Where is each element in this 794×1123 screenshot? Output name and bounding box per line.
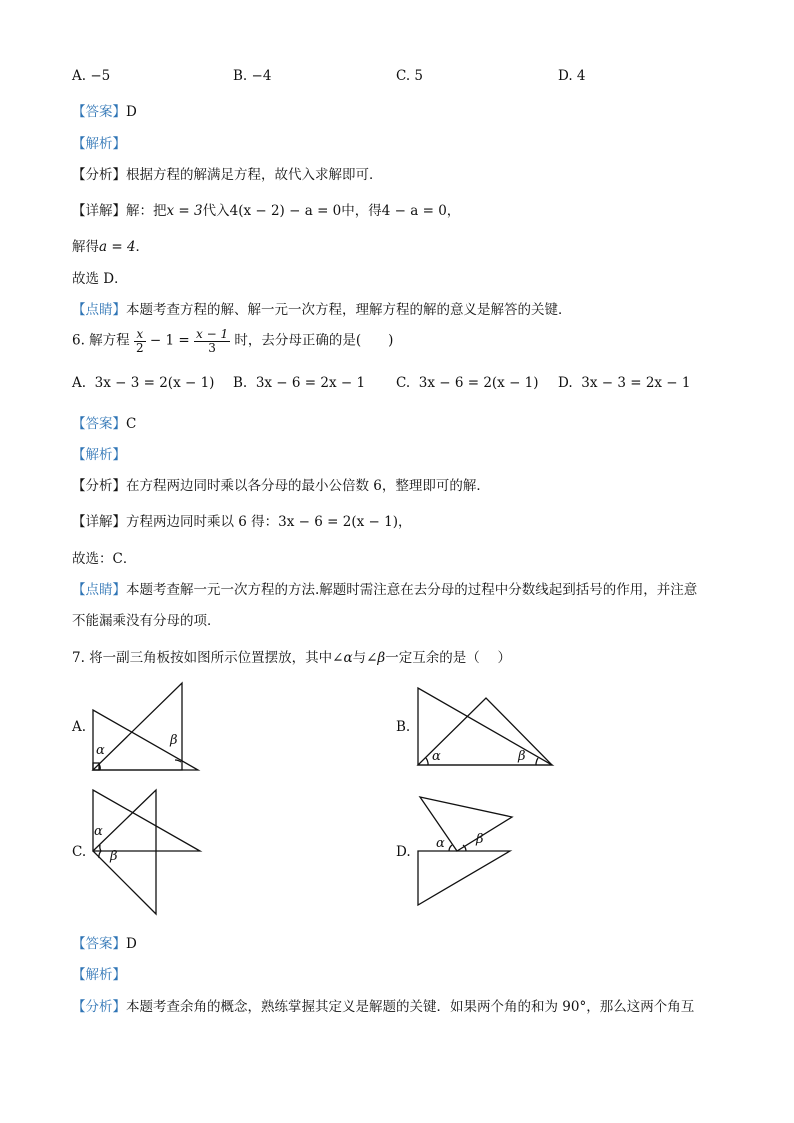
q7-fig-a-label: A.: [72, 719, 87, 735]
q7-fig-b-label: B.: [396, 719, 411, 735]
q6-answer-line: 【答案】C: [72, 416, 137, 432]
q5-option-b: B. −4: [233, 68, 272, 84]
q5-comment-line: 【点睛】本题考查方程的解、解一元一次方程，理解方程的解的意义是解答的关键．: [72, 302, 572, 318]
fig-c-alpha: α: [94, 824, 103, 839]
q5-answer-line: 【答案】D: [72, 104, 137, 120]
fig-c-beta: β: [110, 849, 118, 864]
q5-choose: 故选 D．: [72, 271, 128, 287]
fig-d-alpha: α: [436, 836, 445, 851]
fig-a-beta: β: [170, 733, 178, 748]
fig-a-alpha: α: [96, 743, 105, 758]
q7-fig-d-label: D.: [396, 844, 411, 860]
q5-option-d: D. 4: [558, 68, 586, 84]
fig-b-alpha: α: [432, 749, 441, 764]
fig-b-beta: β: [518, 749, 526, 764]
q6-choose: 故选：C．: [72, 551, 137, 567]
q5-option-c: C. 5: [396, 68, 424, 84]
q7-fig-c-label: C.: [72, 844, 87, 860]
q7-analysis-heading: 【解析】: [72, 967, 126, 983]
q6-answer: C: [126, 416, 137, 432]
q6-detail-line: 【详解】方程两边同时乘以 6 得：3x − 6 = 2(x − 1)，: [72, 514, 412, 530]
q7-answer-line: 【答案】D: [72, 936, 137, 952]
fig-d-beta: β: [476, 832, 484, 847]
q6-stem: 6. 解方程 $\frac{x}{2}$ − 1 = $\frac{x - 1}{3}$ 时，去分母正确的是( ): [72, 327, 394, 355]
q5-solve-line: 解得a = 4．: [72, 239, 150, 255]
q7-answer: D: [126, 936, 137, 952]
q5-answer: D: [126, 104, 137, 120]
q5-detail-line: 【详解】解：把x = 3代入4(x − 2) − a = 0中，得4 − a = 0，: [72, 203, 461, 219]
q6-option-b: B. 3x − 6 = 2x − 1: [233, 375, 366, 391]
q7-fenxi-line: 【分析】本题考查余角的概念，熟练掌握其定义是解题的关键．如果两个角的和为 90°，那么这两个角互: [72, 999, 695, 1015]
q5-analysis-heading: 【解析】: [72, 136, 126, 152]
q6-fenxi-line: 【分析】在方程两边同时乘以各分母的最小公倍数 6，整理即可的解．: [72, 478, 490, 494]
q5-option-a: A. −5: [72, 68, 111, 84]
q6-comment-line2: 不能漏乘没有分母的项．: [72, 613, 221, 629]
q6-comment-line1: 【点睛】本题考查解一元一次方程的方法.解题时需注意在去分母的过程中分数线起到括号的作用，并注意: [72, 582, 698, 598]
q7-stem: 7. 将一副三角板按如图所示位置摆放，其中∠α与∠β一定互余的是（ ）: [72, 650, 512, 666]
q6-option-d: D. 3x − 3 = 2x − 1: [558, 375, 691, 391]
q6-option-c: C. 3x − 6 = 2(x − 1): [396, 375, 539, 391]
q6-analysis-heading: 【解析】: [72, 447, 126, 463]
q5-fenxi-line: 【分析】根据方程的解满足方程，故代入求解即可．: [72, 167, 383, 183]
q6-option-a: A. 3x − 3 = 2(x − 1): [72, 375, 215, 391]
